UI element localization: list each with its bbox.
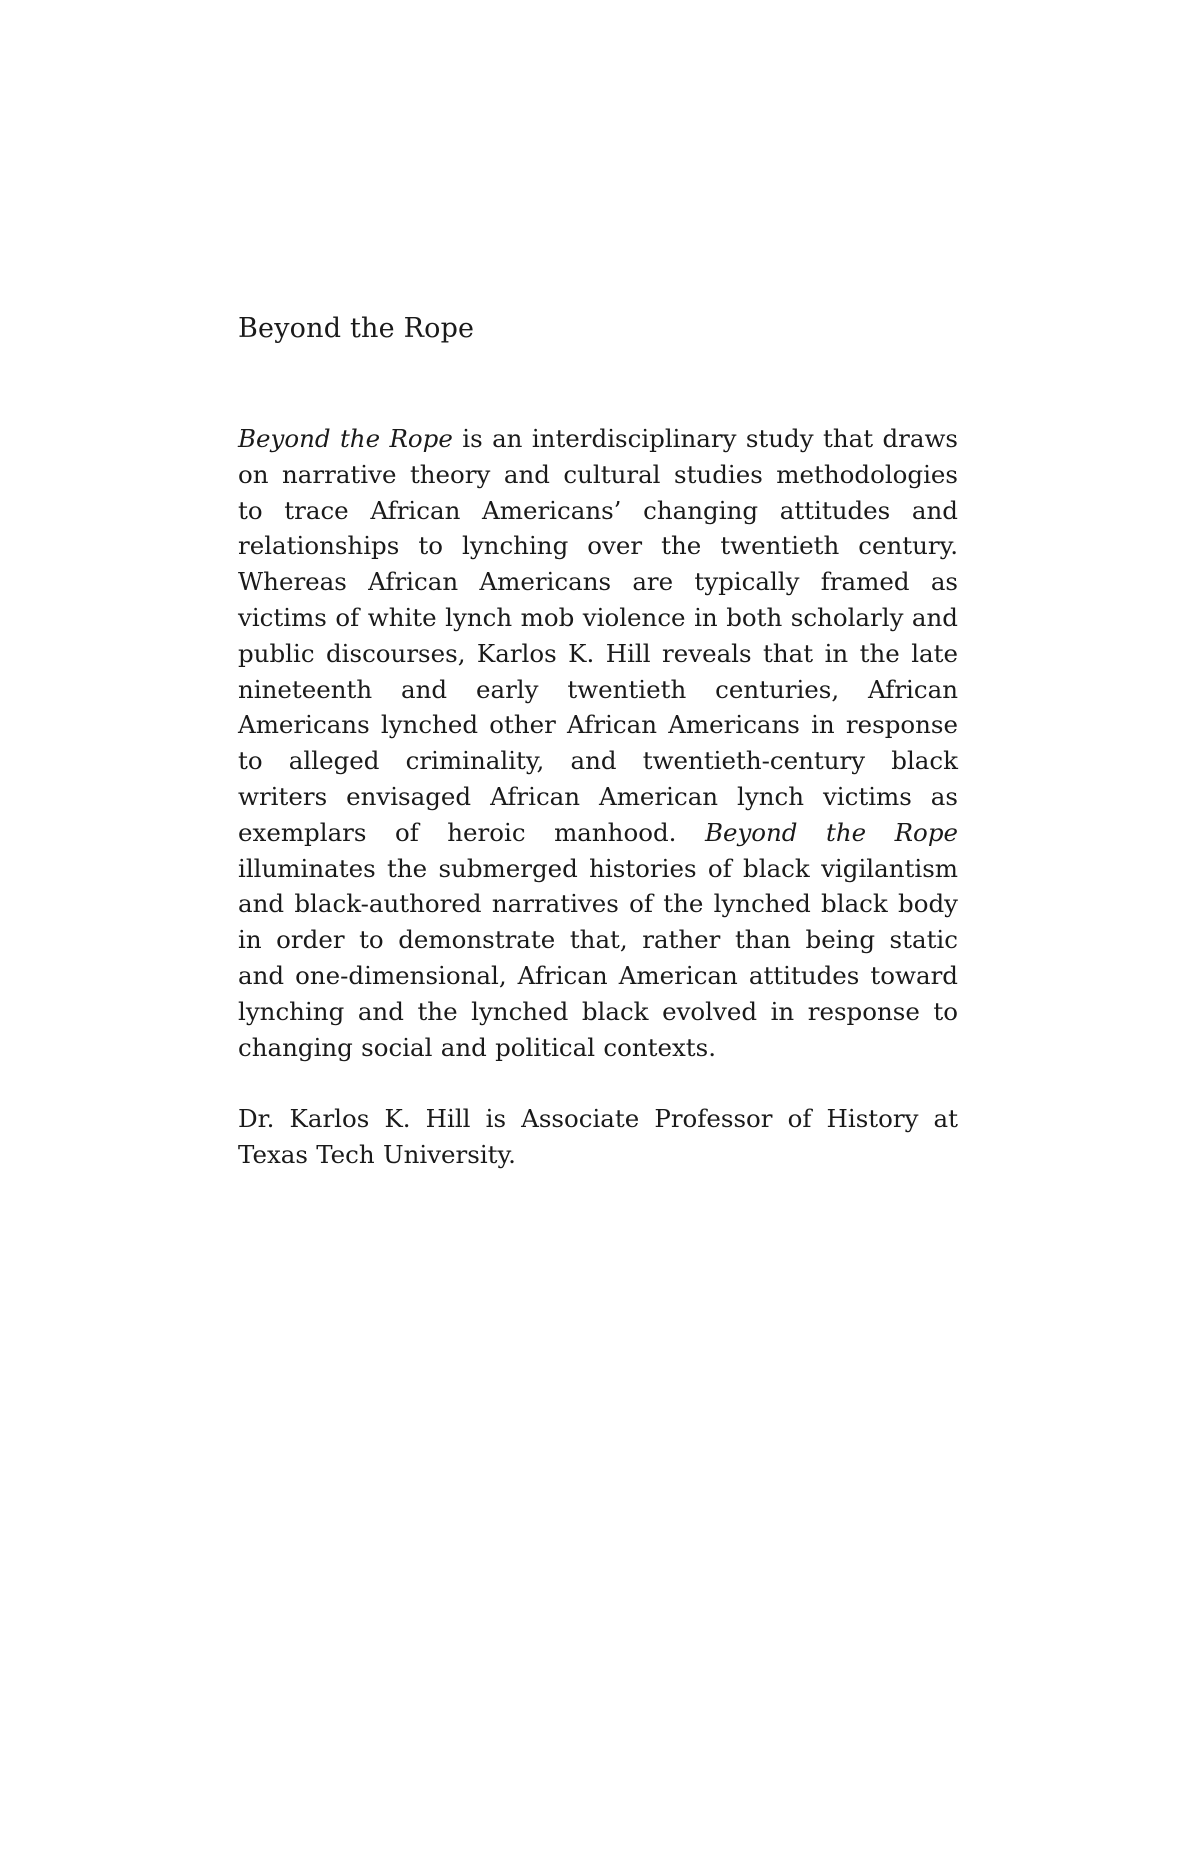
book-title-italic: Beyond the Rope <box>238 424 453 453</box>
author-bio: Dr. Karlos K. Hill is Associate Professor of History at Texas Tech University. <box>238 1104 958 1170</box>
book-description <box>238 421 958 1065</box>
page-content <box>238 309 958 1173</box>
description-text-part-2: illuminates the submerged histories of black vigilantism and black-authored narratives of the lynched black body in order to demonstrate that, rather than being static and one-dimensional, African American attitudes toward lynching and the lynched black evolved in response to changing social and political contexts. <box>238 853 958 1062</box>
description-text-part-1: is an interdisciplinary study that draws on narrative theory and cultural studies methodologies to trace African Americans’ changing attitudes and relationships to lynching over the twentieth century. Whereas African Americans are typically framed as victims of white lynch mob violence in both scholarly and public discourses, Karlos K. Hill reveals that in the late nineteenth and early twentieth centuries, African Americans lynched other African Americans in response to alleged criminality, and twentieth-century black writers envisaged African American lynch victims as exemplars of heroic manhood. <box>238 424 958 847</box>
book-title: Beyond the Rope <box>238 313 475 344</box>
book-title-italic: Beyond the Rope <box>704 817 958 847</box>
